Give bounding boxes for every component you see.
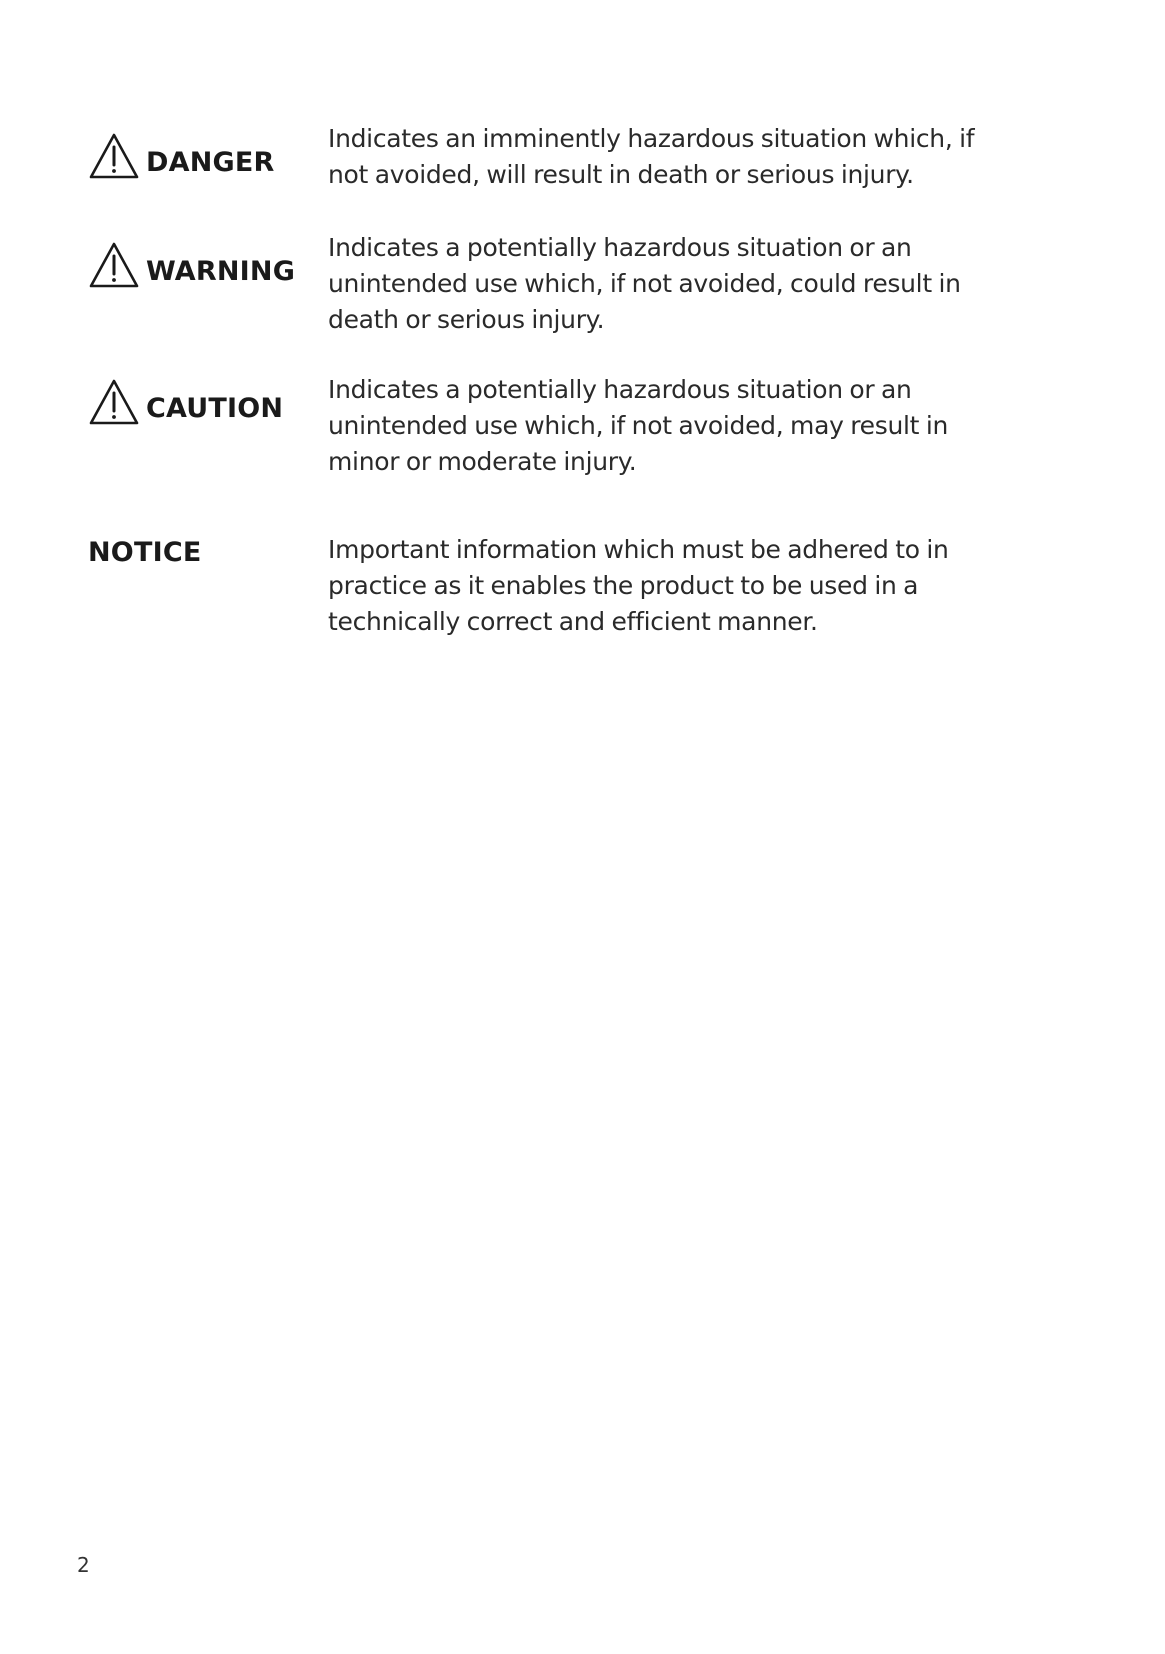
signal-word-label: NOTICE [88,537,202,568]
signal-word-description: Indicates a potentially hazardous situation or an unintended use which, if not avoided, could result in death or serious injury. [328,233,961,334]
page-number: 2 [77,1553,90,1577]
signal-word-entry-danger [88,124,1008,208]
signal-word-label: CAUTION [146,393,284,424]
signal-word-danger [88,132,275,180]
warning-triangle-icon [88,378,140,426]
signal-word-warning [88,241,295,289]
warning-triangle-icon [88,132,140,180]
signal-word-description: Important information which must be adhered to in practice as it enables the product to be used in a technically correct and efficient manner. [328,535,949,636]
signal-word-entry-caution [88,375,1008,490]
signal-word-caution [88,378,283,426]
signal-word-entry-warning [88,233,1008,347]
signal-word-entry-notice [88,535,1008,650]
signal-word-notice [88,538,201,570]
signal-word-label: WARNING [146,256,296,287]
signal-word-description: Indicates an imminently hazardous situation which, if not avoided, will result in death or serious injury. [328,124,975,189]
signal-word-description: Indicates a potentially hazardous situation or an unintended use which, if not avoided, may result in minor or moderate injury. [328,375,949,476]
signal-word-label: DANGER [146,147,275,178]
warning-triangle-icon [88,241,140,289]
